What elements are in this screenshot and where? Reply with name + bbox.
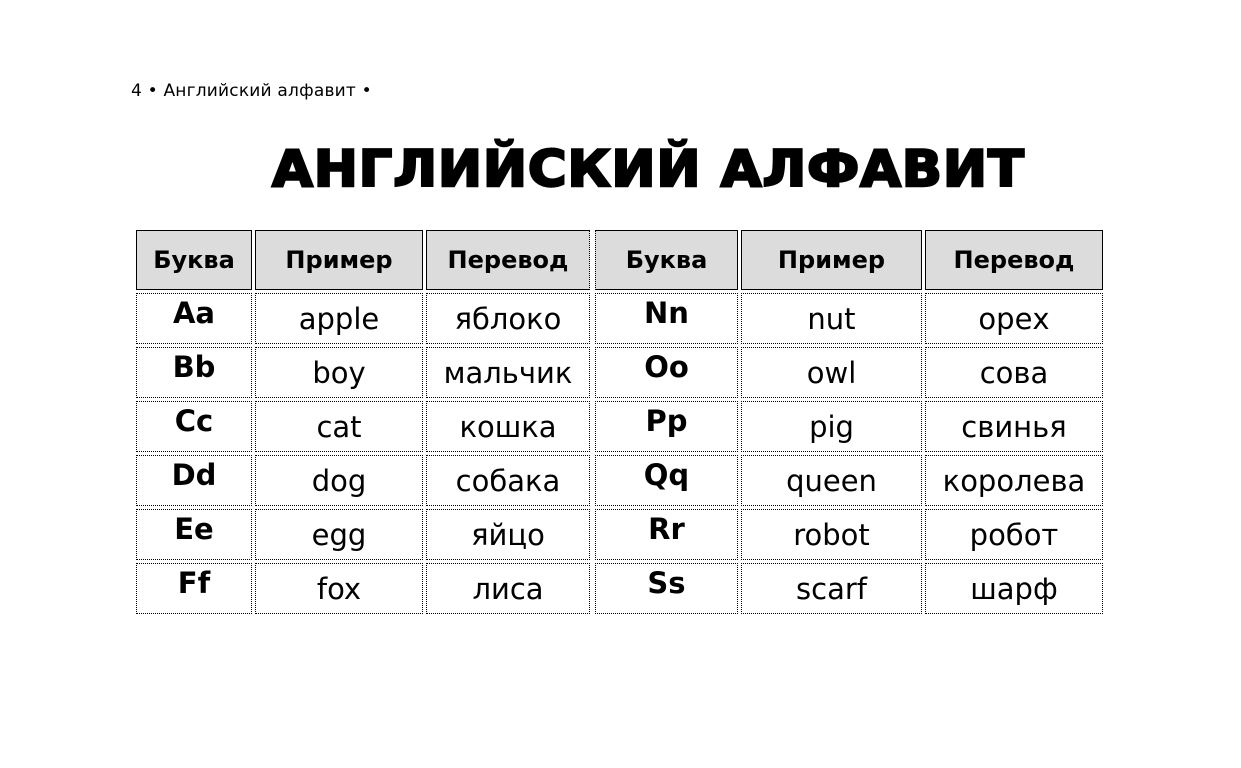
translation-cell: королева (925, 455, 1103, 506)
letter-cell: Nn (595, 293, 738, 344)
example-cell: apple (255, 293, 423, 344)
header-translation: Перевод (925, 230, 1103, 290)
example-cell: queen (741, 455, 922, 506)
letter-cell: Ee (136, 509, 252, 560)
letter-cell: Pp (595, 401, 738, 452)
translation-cell: шарф (925, 563, 1103, 614)
table-row (136, 401, 590, 452)
header-translation: Перевод (426, 230, 590, 290)
translation-cell: орех (925, 293, 1103, 344)
letter-cell: Ss (595, 563, 738, 614)
table-row (136, 347, 590, 398)
translation-cell: лиса (426, 563, 590, 614)
letter-cell: Rr (595, 509, 738, 560)
table-row (136, 509, 590, 560)
table-row (136, 455, 590, 506)
translation-cell: сова (925, 347, 1103, 398)
example-cell: owl (741, 347, 922, 398)
header-example: Пример (255, 230, 423, 290)
example-cell: cat (255, 401, 423, 452)
example-cell: scarf (741, 563, 922, 614)
letter-cell: Dd (136, 455, 252, 506)
table-row (595, 293, 1103, 344)
translation-cell: яйцо (426, 509, 590, 560)
table-header-row (136, 230, 590, 290)
alphabet-table-left (133, 227, 593, 617)
alphabet-table-right (592, 227, 1106, 617)
example-cell: boy (255, 347, 423, 398)
table-row (136, 293, 590, 344)
translation-cell: кошка (426, 401, 590, 452)
translation-cell: собака (426, 455, 590, 506)
example-cell: fox (255, 563, 423, 614)
header-letter: Буква (136, 230, 252, 290)
letter-cell: Oo (595, 347, 738, 398)
translation-cell: яблоко (426, 293, 590, 344)
letter-cell: Cc (136, 401, 252, 452)
page-title: АНГЛИЙСКИЙ АЛФАВИТ (272, 140, 1025, 198)
letter-cell: Ff (136, 563, 252, 614)
letter-cell: Qq (595, 455, 738, 506)
alphabet-table (136, 230, 1103, 614)
example-cell: nut (741, 293, 922, 344)
example-cell: dog (255, 455, 423, 506)
table-row (595, 455, 1103, 506)
header-letter: Буква (595, 230, 738, 290)
translation-cell: робот (925, 509, 1103, 560)
example-cell: egg (255, 509, 423, 560)
translation-cell: мальчик (426, 347, 590, 398)
example-cell: robot (741, 509, 922, 560)
translation-cell: свинья (925, 401, 1103, 452)
example-cell: pig (741, 401, 922, 452)
table-row (595, 509, 1103, 560)
table-row (136, 563, 590, 614)
running-head: 4 • Английский алфавит • (131, 81, 372, 101)
letter-cell: Aa (136, 293, 252, 344)
table-row (595, 347, 1103, 398)
table-header-row (595, 230, 1103, 290)
letter-cell: Bb (136, 347, 252, 398)
table-row (595, 401, 1103, 452)
table-row (595, 563, 1103, 614)
header-example: Пример (741, 230, 922, 290)
